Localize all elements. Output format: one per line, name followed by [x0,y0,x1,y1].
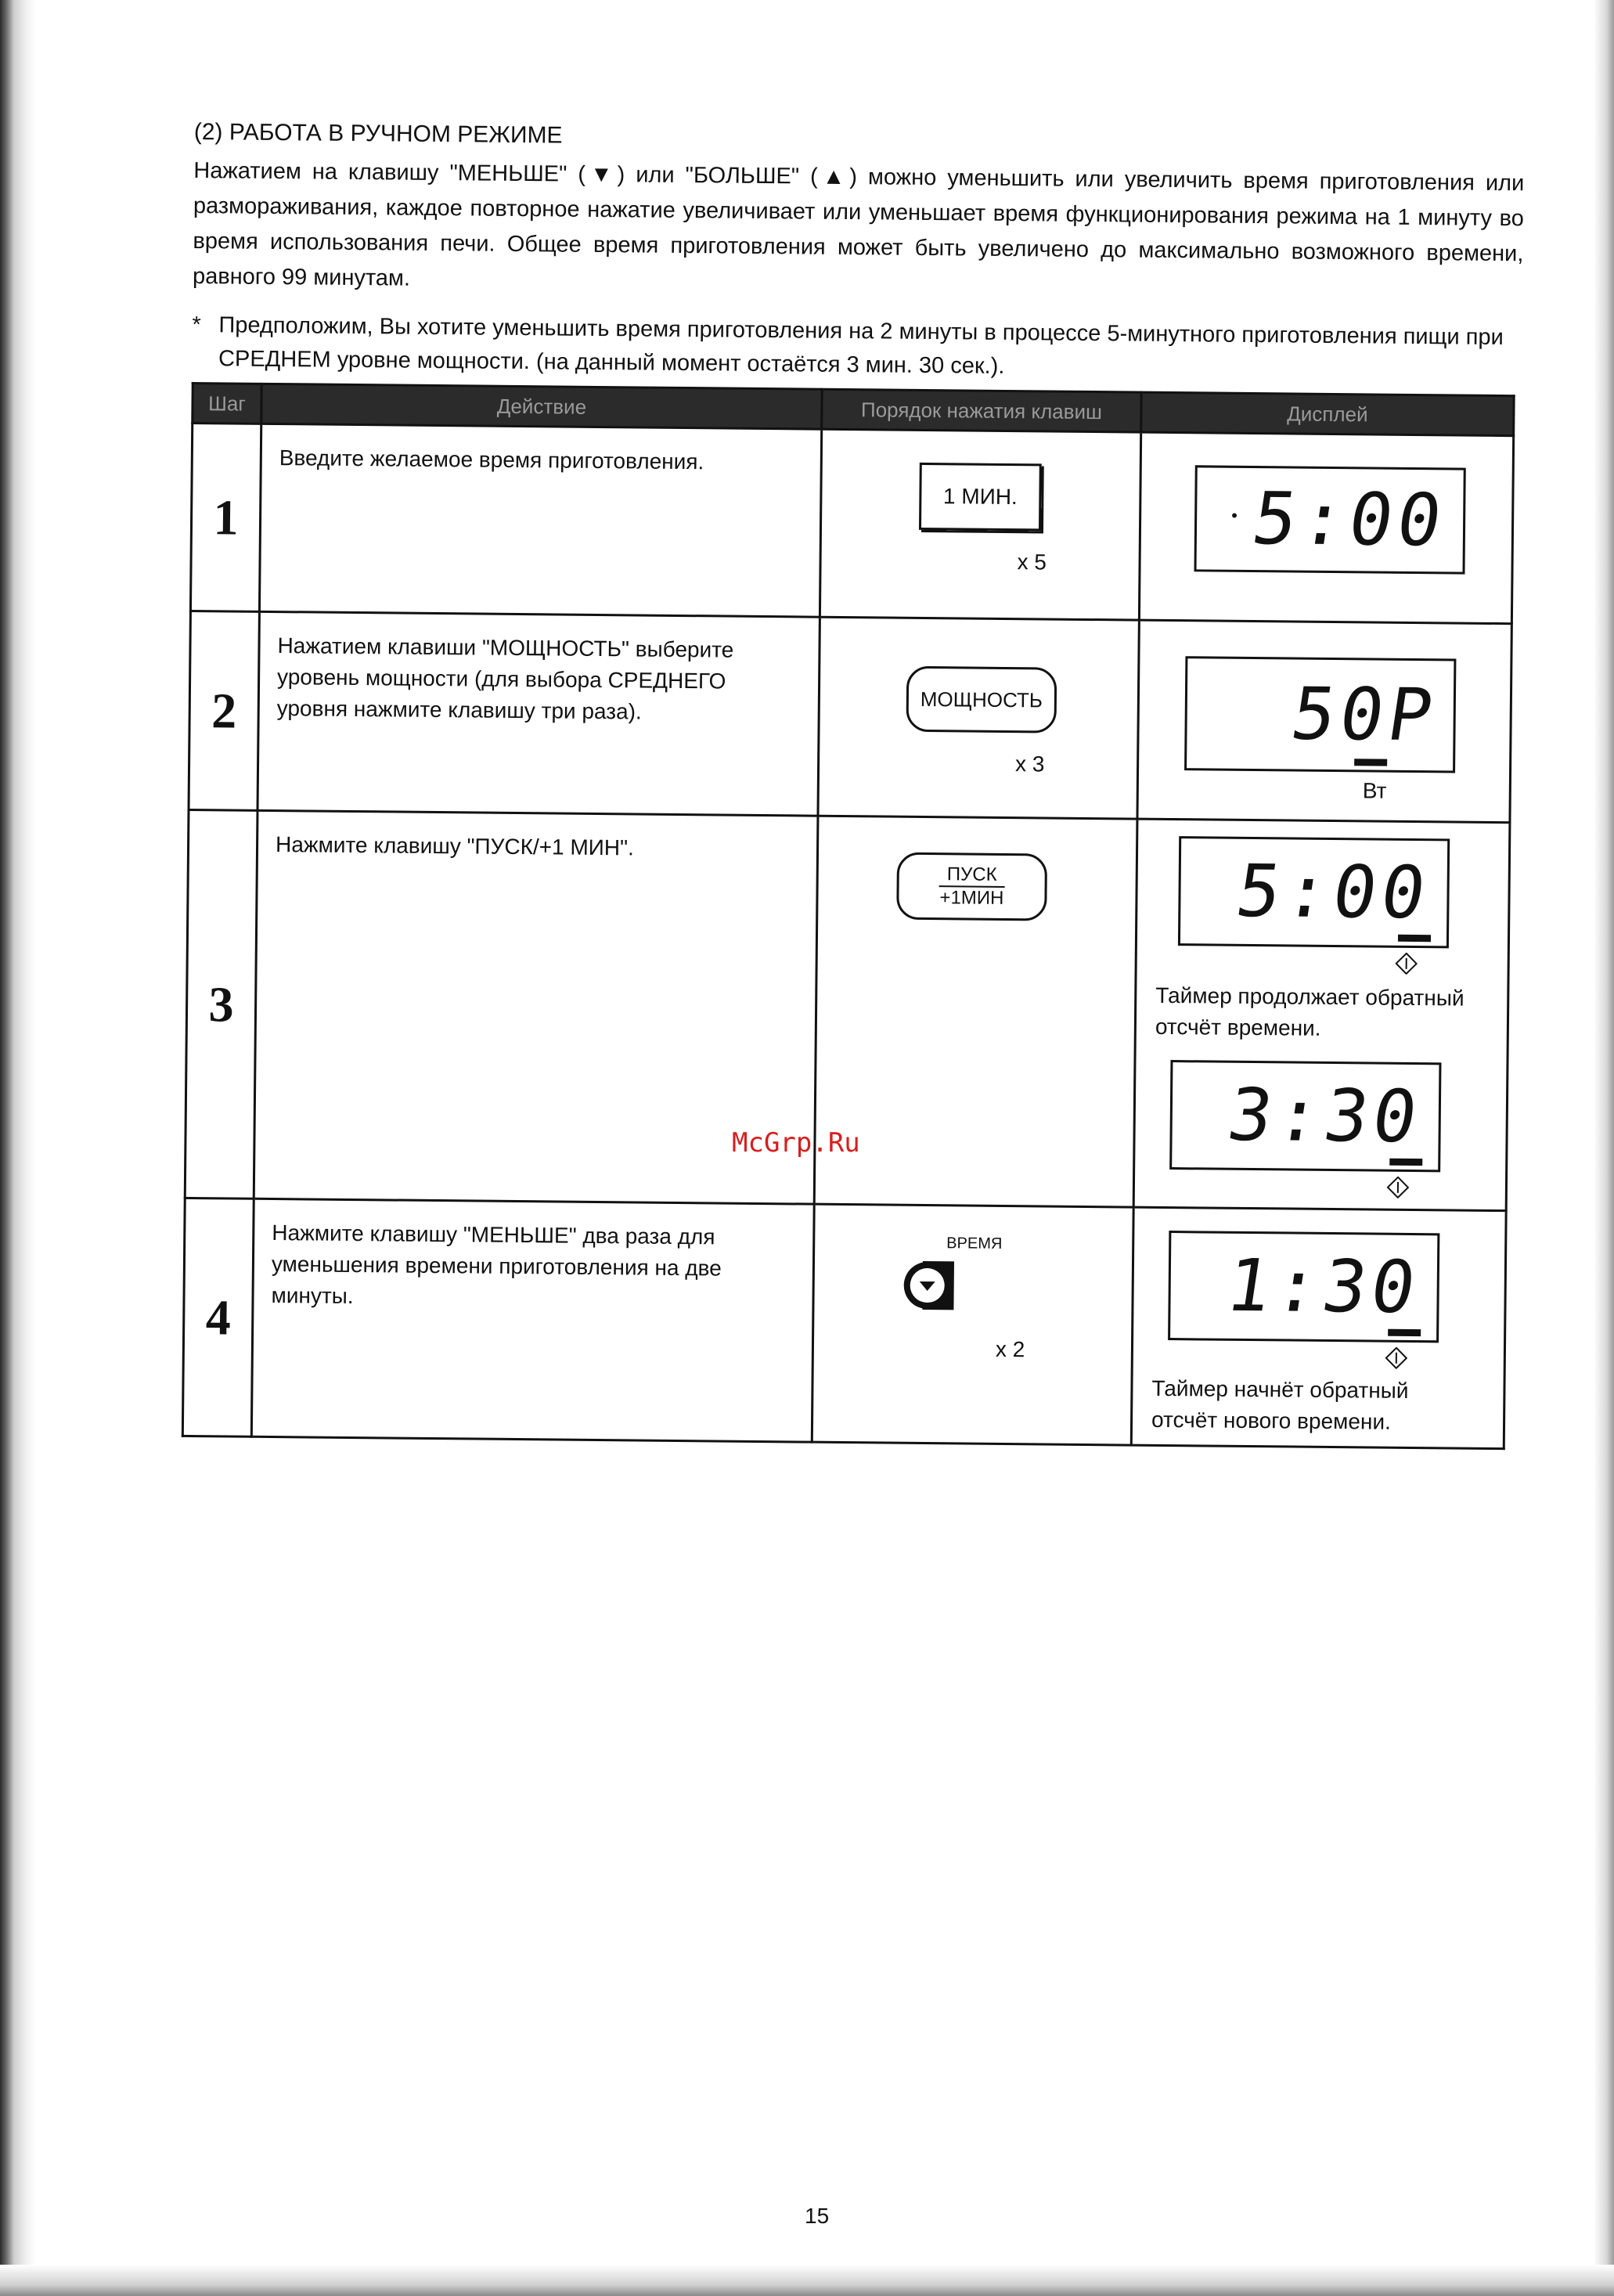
note-text: Предположим, Вы хотите уменьшить время приготовления на 2 минуты в процессе 5-минутного приготовления пищи при СРЕДНЕМ уровне мощности. (на данный момент остаётся 3 мин. 30 сек.). [218,312,1504,379]
steps-table [182,382,1515,1450]
scan-edge-left [0,0,36,2296]
lcd-display [1178,836,1450,948]
step-number: 1 [190,423,261,611]
step-action: Нажмите клавишу "ПУСК/+1 МИН". [254,810,818,1204]
press-count: x 3 [1014,752,1045,777]
lcd-display [1184,656,1456,773]
lcd-display [1194,465,1465,574]
time-key-label: ВРЕМЯ [946,1235,1003,1253]
lcd-segment-bar [1389,1159,1422,1166]
step-number: 3 [185,809,258,1198]
intro-paragraph: Нажатием на клавишу "МЕНЬШЕ" (▼) или "БОЛЬШЕ" (▲) можно уменьшить или увеличить время приготовления или размораживания, каждое повторное нажатие увеличивает или уменьшает время функционирования режима на 1 минуту во время использования печи. Общее время приготовления может быть увеличено до максимально возможного времени, равного 99 минутам. [192,157,1525,291]
step-keys [812,1204,1133,1445]
step-display [1131,1207,1506,1449]
less-key-icon [902,1258,957,1314]
example-note [192,308,1523,388]
start-key-label-bottom: +1МИН [939,887,1004,909]
timer-running-icon [1396,953,1418,975]
scan-edge-right [1594,0,1614,2296]
scan-edge-bottom [0,2265,1614,2296]
step-keys [820,429,1140,620]
lcd-readout: 50P [1285,672,1443,758]
step-keys [818,617,1139,819]
display-note: Таймер начнёт обратный отсчёт нового времени. [1151,1375,1409,1434]
lcd-display-second [1169,1060,1441,1172]
header-step: Шаг [193,383,261,424]
step-number: 4 [182,1198,254,1436]
header-action: Действие [261,384,822,429]
press-count: x 5 [1017,550,1047,575]
table-row [189,611,1511,822]
step-display [1139,432,1513,624]
power-key: МОЩНОСТЬ [906,666,1057,733]
lcd-segment-bar [1354,759,1387,766]
step-keys [814,816,1137,1207]
press-count: x 2 [995,1336,1025,1362]
table-row [190,423,1513,623]
table-row [182,1198,1506,1448]
one-min-key: 1 МИН. [919,463,1042,531]
step-display [1133,819,1510,1211]
page-number: 15 [805,2204,830,2228]
display-note: Таймер продолжает обратный отсчёт времени. [1155,982,1464,1040]
lcd-readout: 5:00 [1231,849,1436,935]
lcd-segment-bar [1398,935,1431,942]
section-title: (2) РАБОТА В РУЧНОМ РЕЖИМЕ [193,118,563,149]
step-display [1137,620,1511,823]
lcd-readout-second: 3:30 [1223,1072,1428,1159]
step-number: 2 [189,611,259,810]
lcd-segment-bar [1388,1329,1421,1336]
start-key-label-top: ПУСК [939,863,1005,888]
header-keys: Порядок нажатия клавиш [822,389,1141,432]
power-unit-label: Вт [1362,778,1387,803]
timer-running-icon [1387,1177,1409,1198]
header-display: Дисплей [1141,392,1514,436]
timer-running-icon [1385,1347,1407,1369]
note-asterisk: * [192,312,201,338]
lcd-readout: 1:30 [1221,1243,1426,1330]
start-key [896,852,1047,921]
step-action: Нажмите клавишу "МЕНЬШЕ" два раза для уменьшения времени приготовления на две минуты. [251,1198,814,1442]
lcd-readout: 5:00 [1247,477,1453,563]
step-action: Введите желаемое время приготовления. [259,424,821,617]
lcd-display [1168,1231,1439,1343]
watermark: McGrp.Ru [732,1127,860,1159]
step-action: Нажатием клавиши "МОЩНОСТЬ" выберите уровень мощности (для выбора СРЕДНЕГО уровня нажмите клавишу три раза). [258,611,820,816]
lcd-indicator-dot: • [1231,505,1238,525]
